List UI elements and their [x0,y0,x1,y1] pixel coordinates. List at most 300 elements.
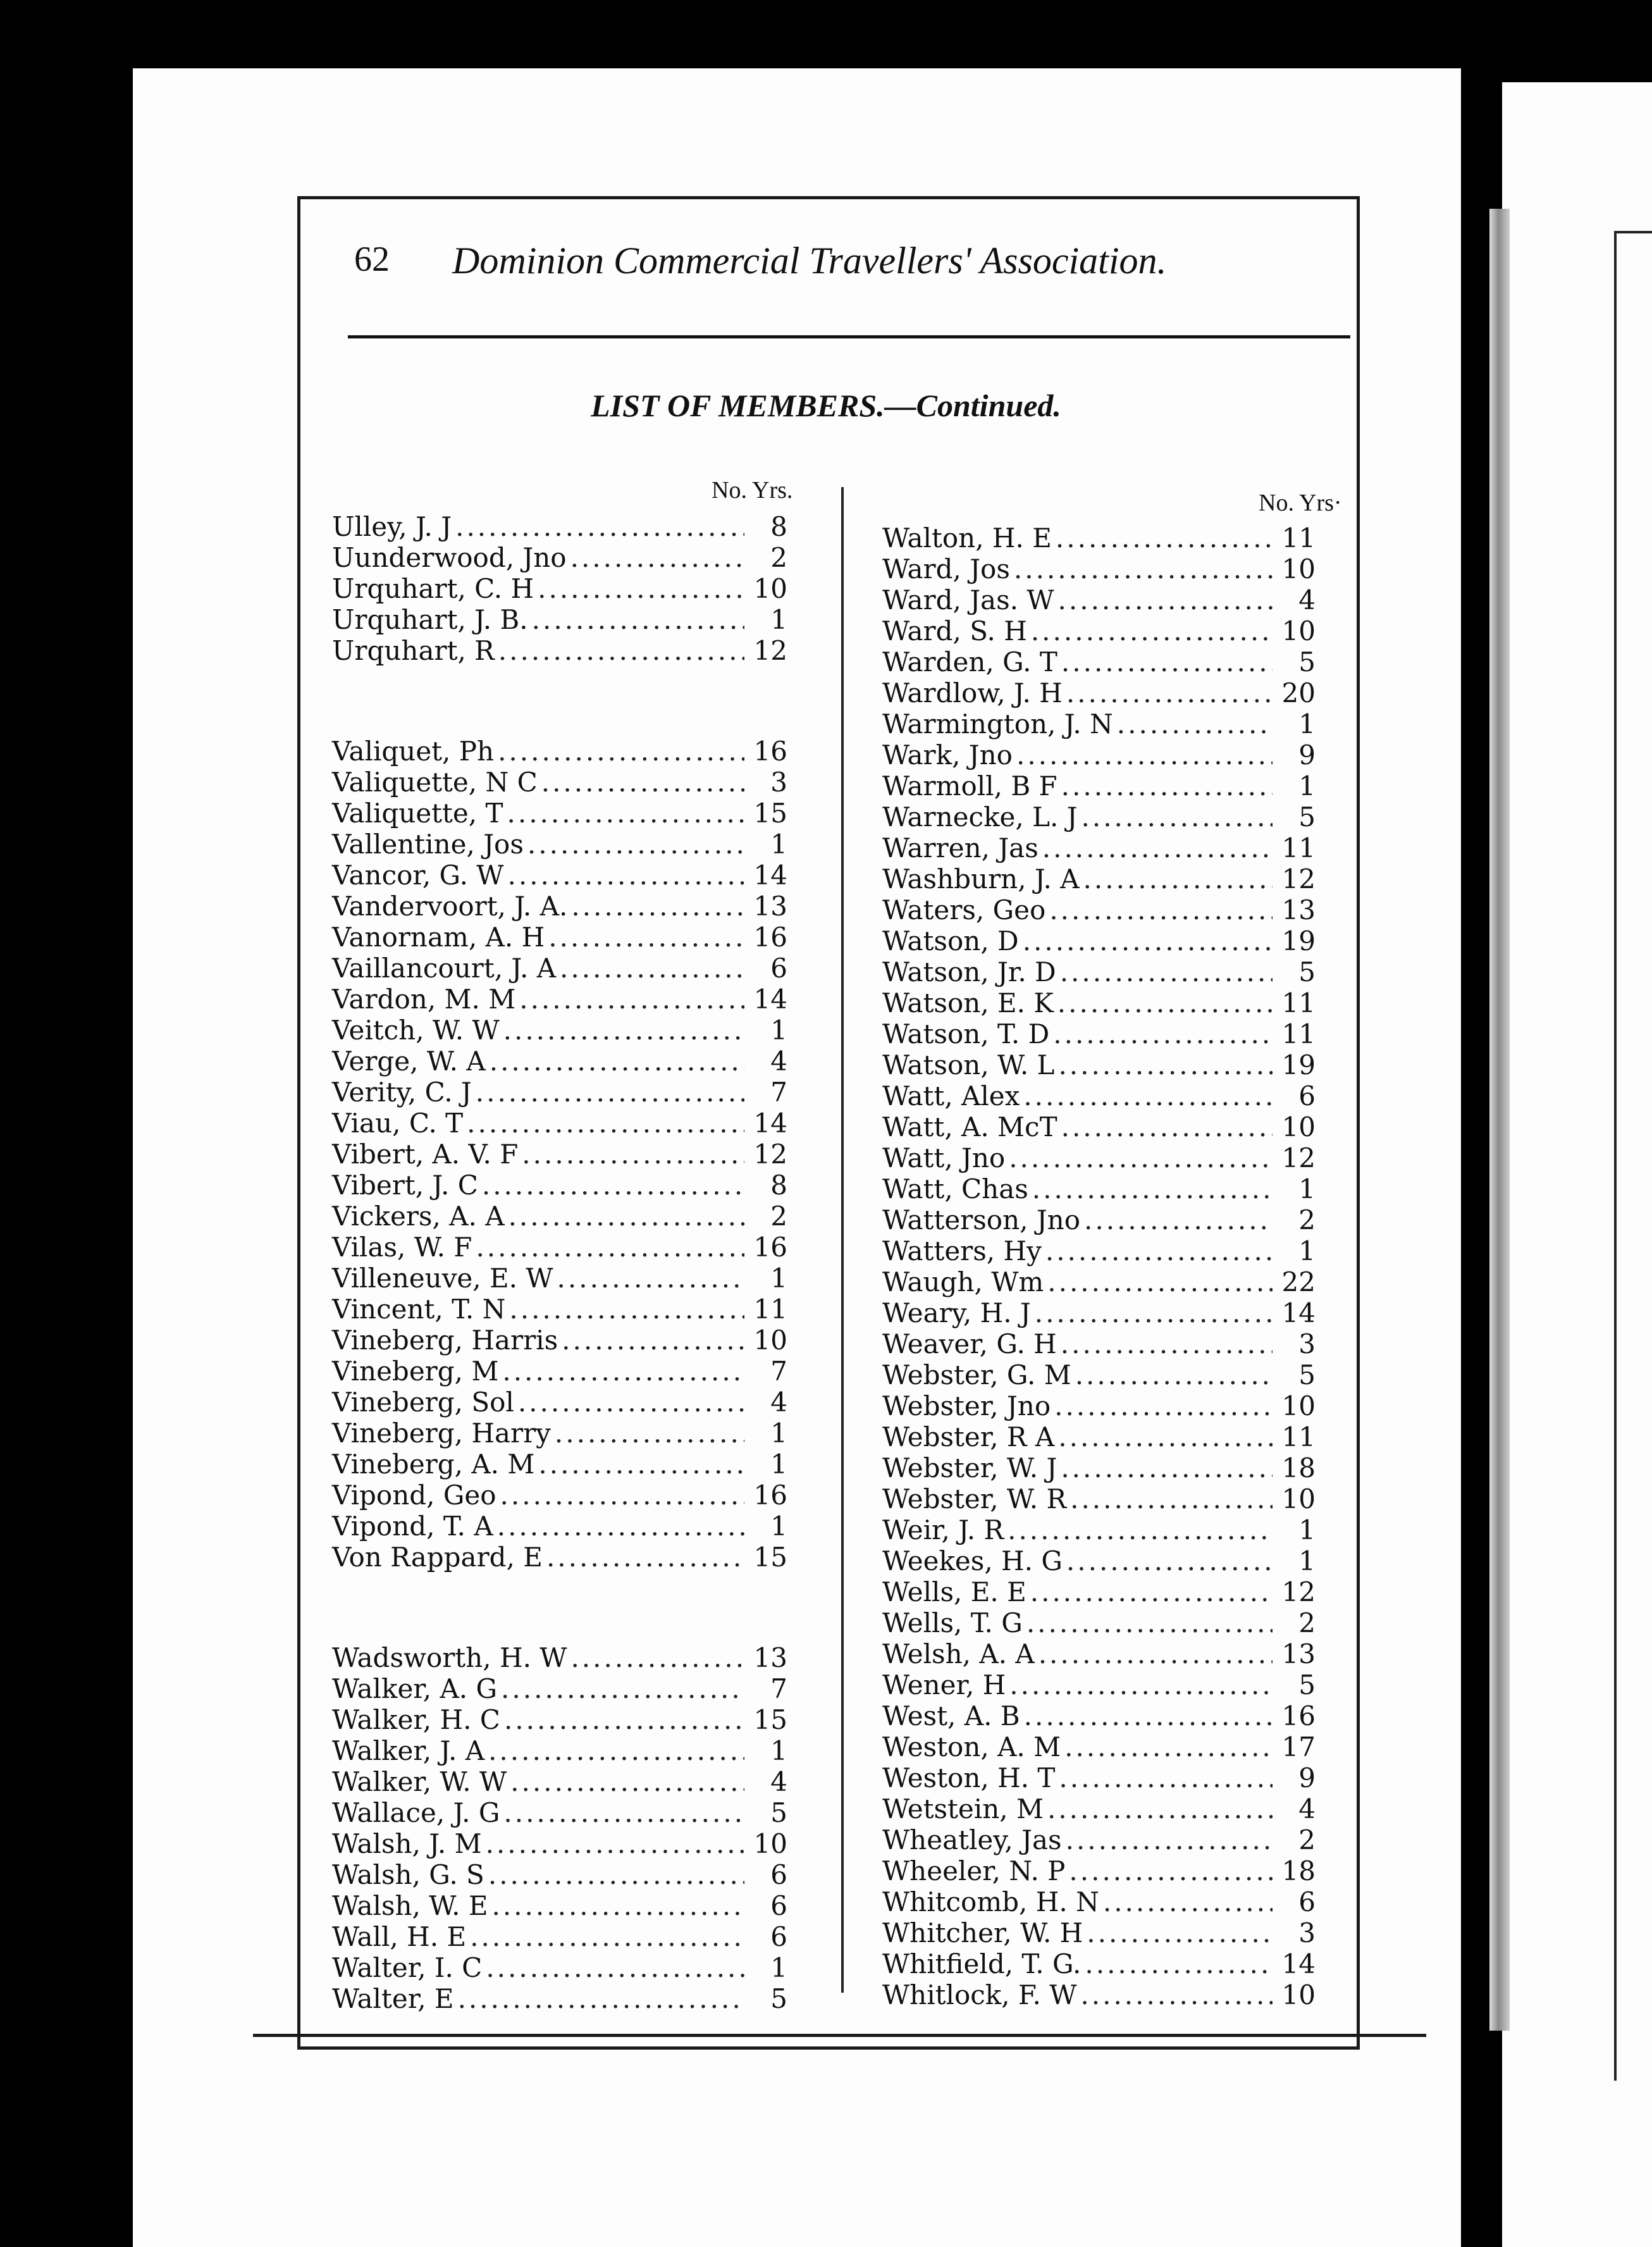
member-years: 5 [1298,647,1316,678]
member-name: Vallentine, Jos [332,829,524,860]
member-years: 10 [753,573,787,604]
member-name: Whitcher, W. H [882,1917,1083,1948]
dot-leader [470,1921,744,1952]
member-years: 17 [1281,1731,1316,1762]
member-years: 1 [770,1511,787,1542]
member-years: 6 [1298,1080,1316,1111]
member-name: Von Rappard, E [332,1542,543,1573]
dot-leader [490,1046,744,1077]
dot-leader [1030,1576,1273,1607]
member-years: 13 [1281,894,1316,925]
dot-leader [502,1356,744,1387]
member-row [882,647,1316,678]
dot-leader [1056,523,1273,554]
member-name: Watson, Jr. D [882,956,1056,987]
member-years: 5 [1298,1669,1316,1700]
member-row [332,1983,787,2014]
member-years: 12 [753,635,787,666]
member-years: 2 [770,1201,787,1232]
member-name: Wener, H [882,1669,1006,1700]
member-row [332,542,787,573]
member-row [882,709,1316,740]
member-row [332,1542,787,1573]
member-row [332,1704,787,1735]
member-name: Walker, H. C [332,1704,500,1735]
member-years: 14 [1281,1297,1316,1328]
member-name: Walton, H. E [882,523,1052,554]
dot-leader [1061,647,1273,678]
member-name: Wheeler, N. P [882,1855,1066,1886]
dot-leader [476,1077,744,1108]
member-row [332,635,787,666]
member-name: Urquhart, J. B. [332,604,528,635]
member-years: 1 [1298,709,1316,740]
member-years: 4 [1298,585,1316,616]
member-row [882,1111,1316,1142]
member-row [882,678,1316,709]
member-row [882,523,1316,554]
member-row [882,1762,1316,1793]
dot-leader [1061,771,1273,802]
member-name: Waugh, Wm [882,1266,1044,1297]
member-years: 6 [770,1859,787,1890]
dot-leader [546,1542,744,1573]
right-column-header: No. Yrs· [1259,490,1342,516]
member-years: 1 [1298,1173,1316,1204]
dot-leader [1061,1328,1273,1359]
member-name: Veitch, W. W [332,1015,500,1046]
dot-leader [1066,1824,1273,1855]
member-name: Vibert, J. C [332,1170,478,1201]
member-name: Walsh, W. E [332,1890,488,1921]
member-name: Valiquette, T [332,798,503,829]
member-row [332,1108,787,1139]
member-name: Vaillancourt, J. A [332,953,557,984]
member-row [882,1142,1316,1173]
member-years: 16 [753,736,787,767]
member-row [882,925,1316,956]
member-row [332,1325,787,1356]
member-row [882,1080,1316,1111]
member-name: Weekes, H. G [882,1545,1063,1576]
member-years: 6 [770,1921,787,1952]
member-row [882,987,1316,1018]
dot-leader [498,736,744,767]
member-row [882,1266,1316,1297]
member-years: 18 [1281,1452,1316,1483]
dot-leader [541,767,744,798]
member-row [332,1766,787,1797]
dot-leader [1058,585,1273,616]
dot-leader [1080,1979,1273,2010]
dot-leader [491,1890,744,1921]
member-years: 19 [1281,1049,1316,1080]
member-row [882,1855,1316,1886]
member-row [882,1328,1316,1359]
member-row [882,1793,1316,1824]
member-name: Ward, S. H [882,616,1027,647]
dot-leader [482,1170,744,1201]
member-row [332,1015,787,1046]
member-row [332,953,787,984]
member-name: Urquhart, R [332,635,495,666]
member-years: 2 [1298,1607,1316,1638]
member-name: Walter, I. C [332,1952,483,1983]
member-years: 3 [1298,1328,1316,1359]
dot-leader [548,922,744,953]
member-years: 5 [1298,802,1316,833]
dot-leader [1066,678,1273,709]
member-row [332,1263,787,1294]
member-years: 3 [1298,1917,1316,1948]
member-years: 1 [770,1263,787,1294]
member-years: 1 [1298,1235,1316,1266]
member-years: 1 [770,1735,787,1766]
member-name: Webster, R A [882,1421,1055,1452]
member-name: Valiquet, Ph [332,736,495,767]
member-years: 14 [1281,1948,1316,1979]
dot-leader [1087,1917,1273,1948]
member-row [882,1917,1316,1948]
member-group [332,1642,787,2014]
member-name: Webster, Jno [882,1390,1051,1421]
member-years: 15 [753,798,787,829]
member-years: 5 [1298,1359,1316,1390]
member-name: Vineberg, Sol [332,1387,514,1418]
list-heading: LIST OF MEMBERS.—Continued. [591,388,1061,423]
member-years: 4 [1298,1793,1316,1824]
member-name: Valiquette, N C [332,767,538,798]
left-member-list [332,511,787,2014]
dot-leader [1060,956,1273,987]
member-years: 7 [770,1356,787,1387]
member-years: 6 [770,1890,787,1921]
member-name: Vilas, W. F [332,1232,472,1263]
member-years: 1 [1298,1514,1316,1545]
member-row [332,984,787,1015]
member-row [332,1642,787,1673]
member-row [332,1356,787,1387]
member-name: Vandervoort, J. A. [332,891,568,922]
member-name: Whitlock, F. W [882,1979,1077,2010]
member-row [332,1735,787,1766]
member-row [882,1452,1316,1483]
member-name: Warren, Jas [882,833,1039,864]
member-name: Webster, G. M [882,1359,1071,1390]
member-years: 13 [753,891,787,922]
dot-leader [571,891,744,922]
member-row [332,1511,787,1542]
member-row [882,1545,1316,1576]
member-name: Walsh, J. M [332,1828,482,1859]
member-years: 1 [770,829,787,860]
member-years: 10 [753,1325,787,1356]
dot-leader [538,573,744,604]
dot-leader [1023,925,1273,956]
dot-leader [1031,616,1273,647]
member-name: Vineberg, A. M [332,1449,535,1480]
dot-leader [1042,833,1273,864]
member-years: 12 [1281,1142,1316,1173]
member-row [332,891,787,922]
member-row [882,1204,1316,1235]
member-name: Walker, W. W [332,1766,507,1797]
member-name: Vibert, A. V. F [332,1139,519,1170]
dot-leader [570,1642,744,1673]
member-row [332,1418,787,1449]
member-name: Verge, W. A [332,1046,486,1077]
member-name: Wells, E. E [882,1576,1026,1607]
dot-leader [1014,554,1273,585]
member-years: 20 [1281,678,1316,709]
dot-leader [501,1673,744,1704]
member-row [882,1576,1316,1607]
dot-leader [1066,1545,1273,1576]
member-years: 2 [770,542,787,573]
dot-leader [1059,1762,1273,1793]
dot-leader [488,1859,744,1890]
member-name: Weston, A. M [882,1731,1061,1762]
dot-leader [1023,1080,1273,1111]
member-name: Villeneuve, E. W [332,1263,553,1294]
member-years: 10 [1281,1111,1316,1142]
member-years: 5 [770,1797,787,1828]
dot-leader [1054,1390,1273,1421]
dot-leader [1070,1483,1273,1514]
member-years: 5 [1298,956,1316,987]
member-row [882,1297,1316,1328]
member-row [332,736,787,767]
member-row [332,1139,787,1170]
member-row [882,616,1316,647]
member-row [332,860,787,891]
member-name: Wadsworth, H. W [332,1642,567,1673]
member-name: Warnecke, L. J [882,802,1078,833]
member-name: Wheatley, Jas [882,1824,1062,1855]
member-years: 11 [1281,833,1316,864]
dot-leader [509,1294,744,1325]
member-name: Weston, H. T [882,1762,1056,1793]
dot-leader [503,1015,744,1046]
member-row [332,1921,787,1952]
member-row [882,771,1316,802]
member-name: Welsh, A. A [882,1638,1035,1669]
member-row [882,802,1316,833]
member-row [332,1294,787,1325]
dot-leader [507,798,745,829]
left-column-header: No. Yrs. [712,477,793,504]
member-name: Watson, D [882,925,1019,956]
member-row [332,1828,787,1859]
member-name: Warden, G. T [882,647,1057,678]
dot-leader [507,860,744,891]
member-row [332,1077,787,1108]
member-row [332,1952,787,1983]
member-name: Waters, Geo [882,894,1046,925]
member-name: Wetstein, M [882,1793,1044,1824]
member-name: Vickers, A. A [332,1201,505,1232]
member-name: Watterson, Jno [882,1204,1081,1235]
member-row [882,894,1316,925]
dot-leader [476,1232,744,1263]
member-years: 8 [770,511,787,542]
member-years: 5 [770,1983,787,2014]
dot-leader [1039,1638,1273,1669]
member-name: Webster, W. J [882,1452,1057,1483]
member-years: 7 [770,1673,787,1704]
member-name: Watt, Alex [882,1080,1020,1111]
dot-leader [510,1766,744,1797]
member-years: 11 [1281,523,1316,554]
member-years: 9 [1298,740,1316,771]
member-row [332,1387,787,1418]
dot-leader [1084,1204,1273,1235]
member-years: 12 [753,1139,787,1170]
column-divider [841,487,844,1993]
member-name: Walker, A. G [332,1673,498,1704]
member-row [882,1638,1316,1669]
member-name: Wallace, J. G [332,1797,500,1828]
member-name: Watt, Jno [882,1142,1006,1173]
member-row [882,1514,1316,1545]
dot-leader [570,542,744,573]
member-years: 12 [1281,864,1316,894]
member-row [882,1824,1316,1855]
member-row [882,1173,1316,1204]
member-name: Ulley, J. J [332,511,452,542]
member-row [332,604,787,635]
member-years: 22 [1281,1266,1316,1297]
member-name: Vipond, T. A [332,1511,493,1542]
dot-leader [1024,1700,1273,1731]
dot-leader [504,1704,744,1735]
member-row [882,1979,1316,2010]
member-row [882,1607,1316,1638]
dot-leader [1047,1266,1273,1297]
member-years: 10 [753,1828,787,1859]
member-name: Weaver, G. H [882,1328,1057,1359]
member-name: Vineberg, Harris [332,1325,558,1356]
member-years: 4 [770,1766,787,1797]
member-name: West, A. B [882,1700,1020,1731]
member-row [332,1480,787,1511]
dot-leader [455,511,744,542]
right-member-list [882,523,1316,2010]
dot-leader [538,1449,744,1480]
member-years: 11 [1281,987,1316,1018]
dot-leader [1008,1514,1273,1545]
member-row [332,1797,787,1828]
member-years: 11 [753,1294,787,1325]
dot-leader [467,1108,744,1139]
member-years: 1 [770,1952,787,1983]
member-row [882,585,1316,616]
member-row [882,1700,1316,1731]
member-row [332,1201,787,1232]
member-name: Viau, C. T [332,1108,464,1139]
member-row [882,1049,1316,1080]
member-name: Watson, E. K [882,987,1054,1018]
dot-leader [486,1828,744,1859]
member-years: 4 [770,1387,787,1418]
member-name: Vancor, G. W [332,860,504,891]
member-name: Watson, W. L [882,1049,1055,1080]
member-name: Wardlow, J. H [882,678,1063,709]
dot-leader [1016,740,1273,771]
member-years: 11 [1281,1421,1316,1452]
member-years: 16 [1281,1700,1316,1731]
member-row [882,1483,1316,1514]
dot-leader [1069,1855,1273,1886]
member-group [332,736,787,1573]
dot-leader [458,1983,744,2014]
member-years: 15 [753,1704,787,1735]
member-years: 1 [770,1449,787,1480]
dot-leader [1026,1607,1273,1638]
member-row [332,1859,787,1890]
member-row [332,922,787,953]
dot-leader [488,1735,744,1766]
member-row [882,833,1316,864]
member-name: Watt, A. McT [882,1111,1057,1142]
member-row [332,1232,787,1263]
dot-leader [1047,1793,1273,1824]
dot-leader [1075,1359,1273,1390]
member-years: 10 [1281,1483,1316,1514]
member-row [332,1449,787,1480]
member-name: Vanornam, A. H [332,922,545,953]
member-row [332,1890,787,1921]
member-years: 3 [770,767,787,798]
dot-leader [1058,1421,1273,1452]
member-name: Whitcomb, H. N [882,1886,1099,1917]
member-years: 10 [1281,1390,1316,1421]
adjacent-page-edge [1489,209,1510,2031]
member-name: Ward, Jos [882,554,1010,585]
dot-leader [560,953,744,984]
member-row [882,956,1316,987]
dot-leader [555,1418,744,1449]
member-years: 2 [1298,1824,1316,1855]
member-name: Walker, J. A [332,1735,485,1766]
member-years: 13 [1281,1638,1316,1669]
dot-leader [1053,1018,1273,1049]
member-years: 8 [770,1170,787,1201]
dot-leader [1083,864,1273,894]
member-name: Whitfield, T. G. [882,1948,1082,1979]
member-years: 1 [770,1015,787,1046]
dot-leader [557,1263,744,1294]
member-name: Watters, Hy [882,1235,1042,1266]
member-years: 1 [1298,771,1316,802]
page-number: 62 [354,240,390,279]
dot-leader [1009,1142,1273,1173]
member-name: Watson, T. D [882,1018,1050,1049]
dot-leader [1045,1235,1273,1266]
member-name: Vipond, Geo [332,1480,496,1511]
member-name: Weir, J. R [882,1514,1004,1545]
dot-leader [500,1480,744,1511]
member-name: Weary, H. J [882,1297,1031,1328]
dot-leader [486,1952,744,1983]
member-name: Vardon, M. M [332,984,516,1015]
dot-leader [1057,987,1273,1018]
member-row [882,864,1316,894]
member-name: Vineberg, Harry [332,1418,551,1449]
dot-leader [518,1387,744,1418]
dot-leader [527,829,744,860]
member-row [882,1359,1316,1390]
